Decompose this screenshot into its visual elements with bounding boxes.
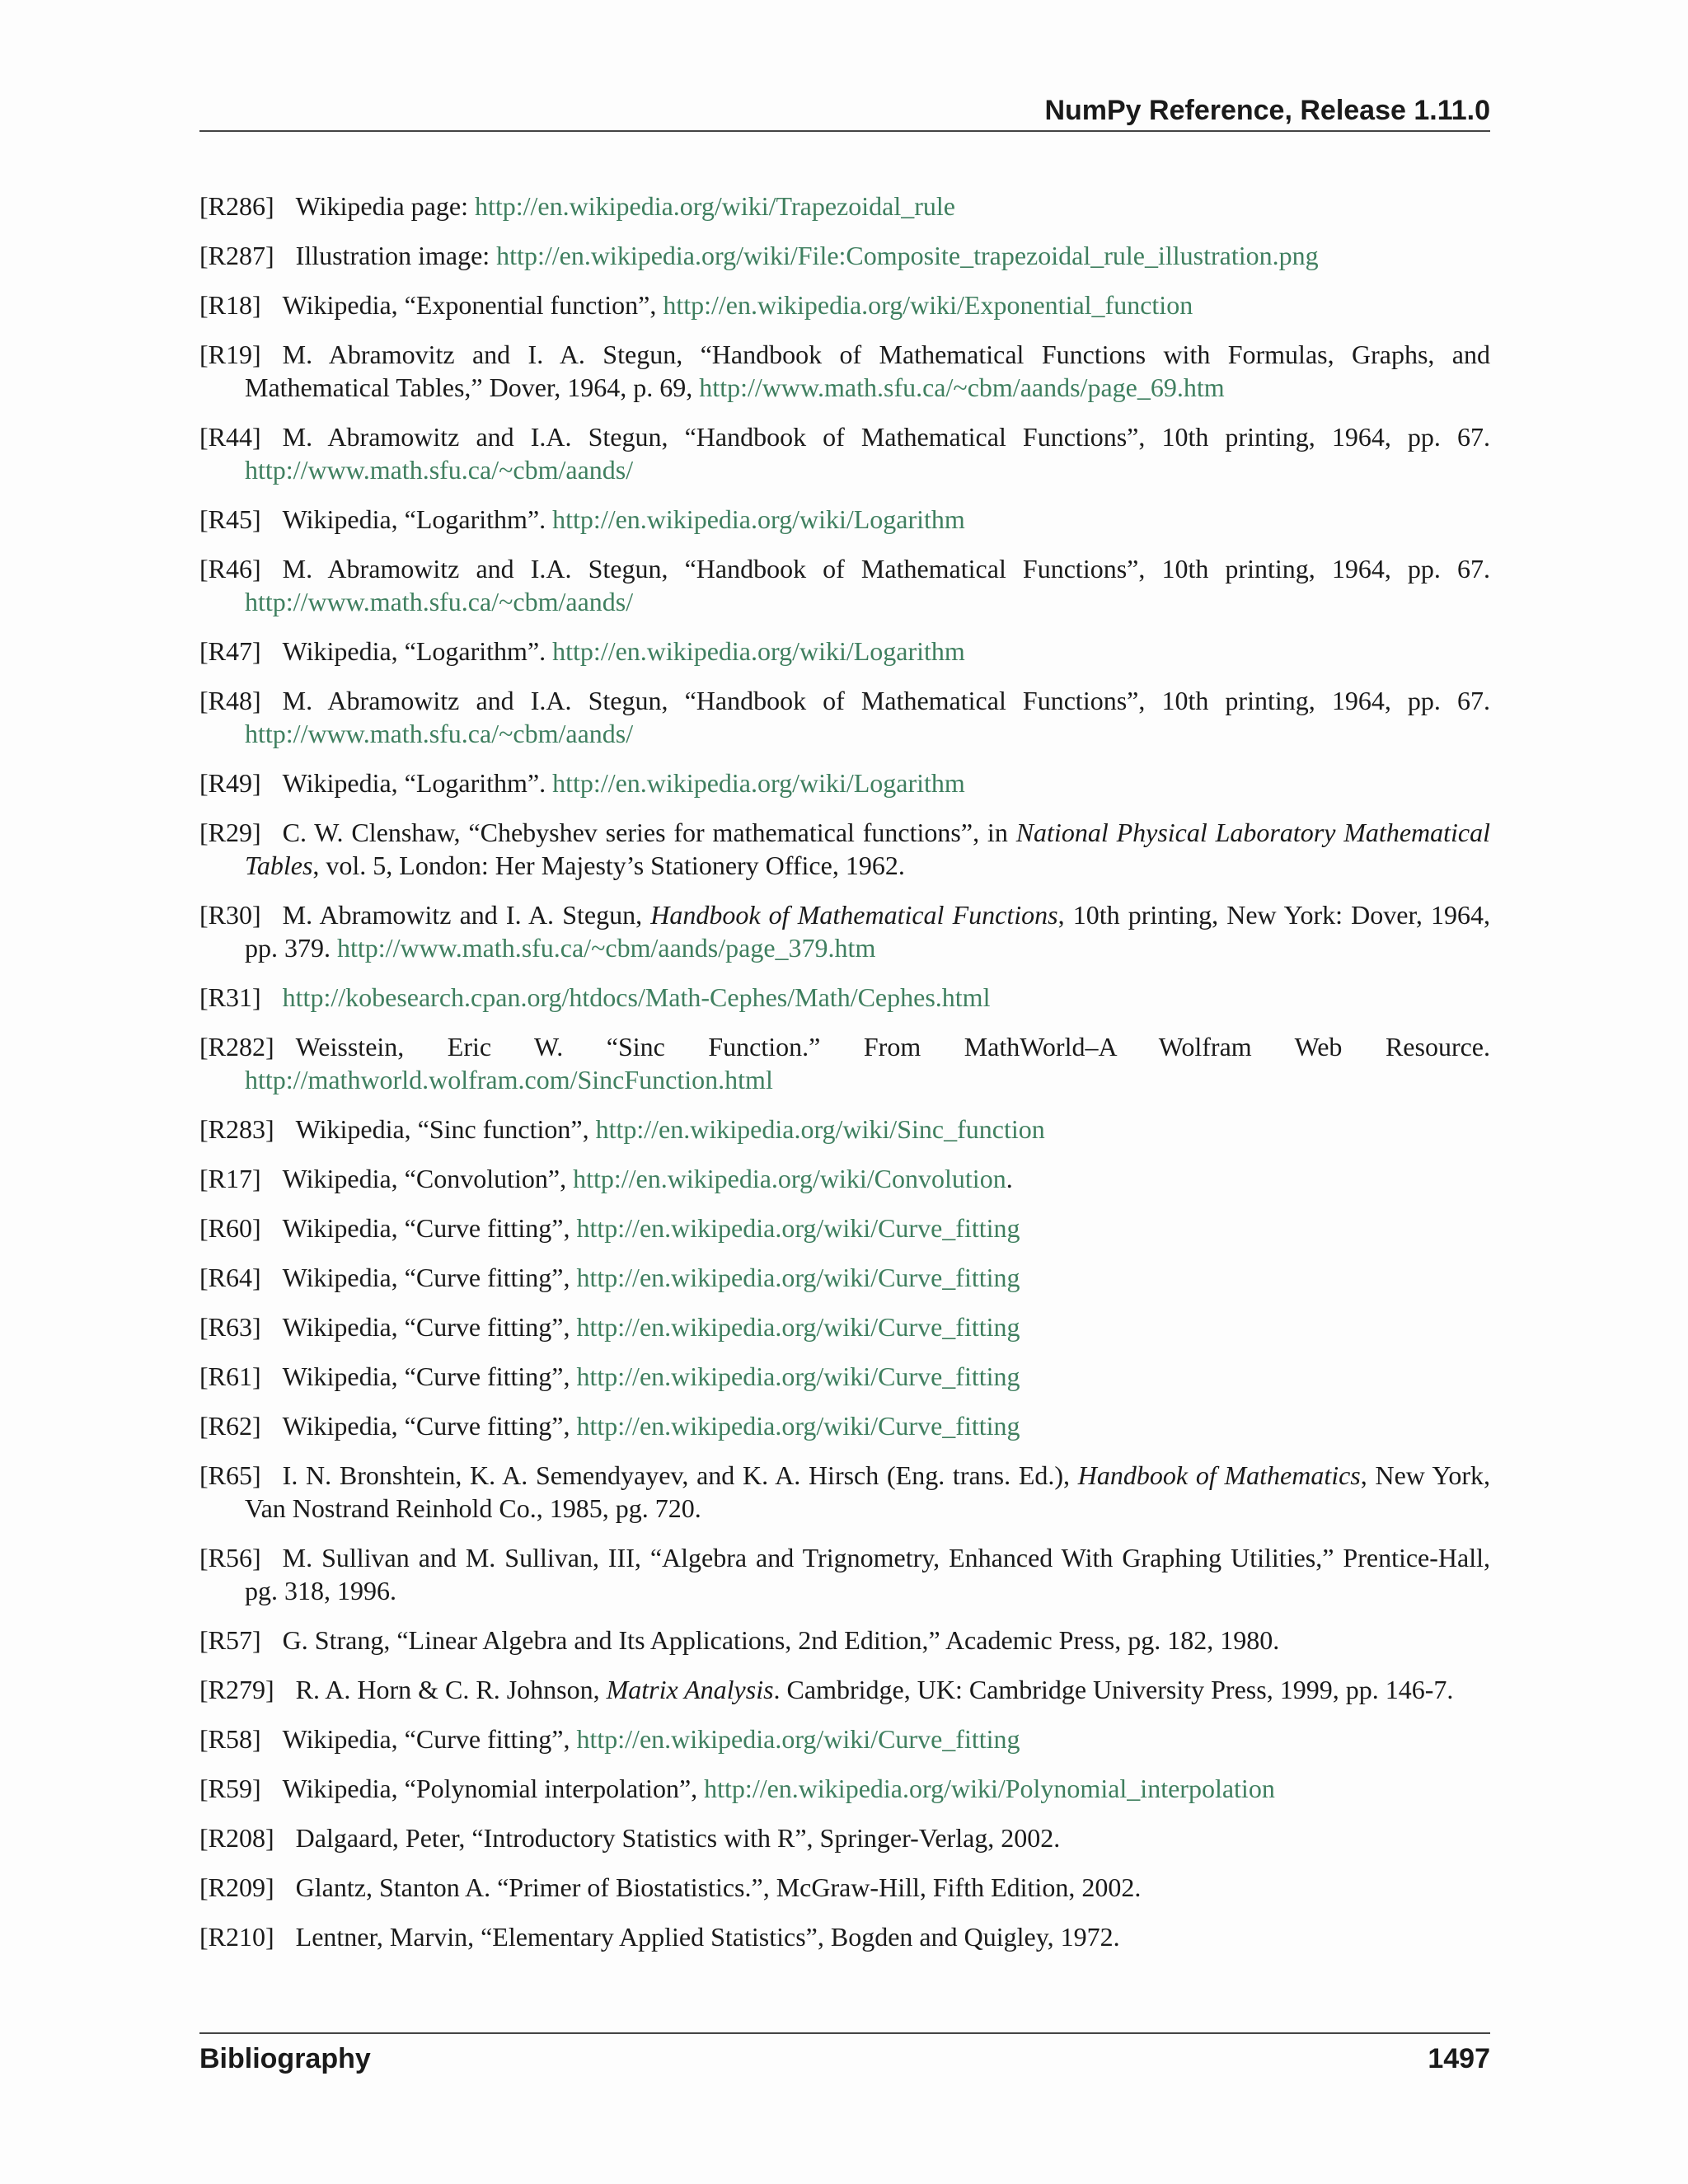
bib-entry-label: [R65]: [199, 1460, 261, 1490]
bib-entry-label: [R63]: [199, 1312, 261, 1342]
bib-entry: [199, 1030, 1490, 1096]
bib-entry-label: [R49]: [199, 768, 261, 798]
bib-entry: [199, 1212, 1490, 1244]
bib-entry-text: Glantz, Stanton A. “Primer of Biostatistics.”, McGraw-Hill, Fifth Edition, 2002.: [295, 1872, 1142, 1902]
bib-entry-text: I. N. Bronshtein, K. A. Semendyayev, and K. A. Hirsch (Eng. trans. Ed.),: [282, 1460, 1078, 1490]
bib-entry: [199, 1673, 1490, 1706]
bib-entry-text: M. Sullivan and M. Sullivan, III, “Algebra and Trignometry, Enhanced With Graphing Utilities,” Prentice-Hall, pg. 318, 1996.: [245, 1543, 1490, 1605]
bib-entry-text: M. Abramowitz and I.A. Stegun, “Handbook of Mathematical Functions”, 10th printing, 1964, pp. 67.: [282, 554, 1490, 583]
bib-entry-text: M. Abramowitz and I.A. Stegun, “Handbook of Mathematical Functions”, 10th printing, 1964, pp. 67.: [282, 422, 1490, 452]
bib-entry-text: C. W. Clenshaw, “Chebyshev series for mathematical functions”, in: [282, 818, 1016, 847]
bib-entry: [199, 1624, 1490, 1657]
bib-entry-text: Wikipedia, “Curve fitting”,: [282, 1263, 577, 1292]
bib-entry-link[interactable]: http://mathworld.wolfram.com/SincFunction.html: [245, 1065, 773, 1094]
bib-entry-text: G. Strang, “Linear Algebra and Its Applications, 2nd Edition,” Academic Press, pg. 182, 1980.: [282, 1625, 1280, 1655]
bib-entry-text: Wikipedia, “Curve fitting”,: [282, 1361, 577, 1391]
bib-entry: [199, 1772, 1490, 1805]
bib-entry-text: M. Abramovitz and I. A. Stegun, “Handbook of Mathematical Functions with Formulas, Graphs, and Mathematical Tables,” Dover, 1964, p. 69,: [245, 340, 1490, 402]
bib-entry: [199, 684, 1490, 750]
bib-entry-link[interactable]: http://www.math.sfu.ca/~cbm/aands/: [245, 719, 634, 748]
bib-entry-text: , vol. 5, London: Her Majesty’s Stationery Office, 1962.: [312, 851, 905, 880]
bib-entry-text: R. A. Horn & C. R. Johnson,: [295, 1675, 607, 1704]
running-title: NumPy Reference, Release 1.11.0: [1044, 95, 1490, 126]
bib-entry-text: Wikipedia, “Polynomial interpolation”,: [282, 1774, 705, 1803]
bib-entry-label: [R17]: [199, 1164, 261, 1193]
bib-entry: [199, 1261, 1490, 1294]
bib-entry: [199, 288, 1490, 321]
bib-entry-text: Wikipedia, “Curve fitting”,: [282, 1411, 577, 1441]
bib-entry-text: Wikipedia, “Logarithm”.: [282, 504, 553, 534]
bib-entry-label: [R46]: [199, 554, 261, 583]
bib-entry-label: [R45]: [199, 504, 261, 534]
bib-entry-link[interactable]: http://en.wikipedia.org/wiki/Logarithm: [552, 636, 965, 666]
bib-entry-link[interactable]: http://kobesearch.cpan.org/htdocs/Math-Cephes/Math/Cephes.html: [282, 982, 991, 1012]
bib-entry-label: [R47]: [199, 636, 261, 666]
bib-entry: [199, 766, 1490, 799]
bib-entry-text: Wikipedia, “Logarithm”.: [282, 768, 553, 798]
bib-entry: [199, 1459, 1490, 1525]
bib-entry: [199, 981, 1490, 1014]
bib-entry: [199, 239, 1490, 272]
bib-entry-text: Wikipedia, “Convolution”,: [282, 1164, 574, 1193]
bib-entry-title-italic: National Physical Laboratory Mathematical Tables: [245, 818, 1491, 880]
bib-entry-text: Weisstein, Eric W. “Sinc Function.” From MathWorld–A Wolfram Web Resource.: [295, 1032, 1490, 1062]
bib-entry: [199, 635, 1490, 668]
bib-entry: [199, 898, 1490, 964]
bib-entry-link[interactable]: http://en.wikipedia.org/wiki/Curve_fitting: [576, 1312, 1020, 1342]
bib-entry-label: [R44]: [199, 422, 261, 452]
bib-entry-text: .: [1006, 1164, 1013, 1193]
bib-entry: [199, 1360, 1490, 1393]
bib-entry-text: Wikipedia, “Exponential function”,: [282, 290, 663, 320]
bib-entry-label: [R30]: [199, 900, 261, 930]
bib-entry-link[interactable]: http://www.math.sfu.ca/~cbm/aands/page_379.htm: [337, 933, 876, 963]
bib-entry-text: M. Abramowitz and I.A. Stegun, “Handbook of Mathematical Functions”, 10th printing, 1964, pp. 67.: [282, 686, 1490, 715]
bib-entry-link[interactable]: http://en.wikipedia.org/wiki/Curve_fitting: [576, 1724, 1020, 1754]
bib-entry-text: , New York, Van Nostrand Reinhold Co., 1985, pg. 720.: [245, 1460, 1491, 1523]
bib-entry-text: Illustration image:: [295, 241, 497, 270]
bib-entry-label: [R61]: [199, 1361, 261, 1391]
bib-entry: [199, 816, 1490, 882]
bib-entry-link[interactable]: http://en.wikipedia.org/wiki/Curve_fitting: [576, 1361, 1020, 1391]
bib-entry: [199, 1871, 1490, 1904]
bib-entry: [199, 1162, 1490, 1195]
bib-entry-link[interactable]: http://en.wikipedia.org/wiki/Polynomial_interpolation: [704, 1774, 1275, 1803]
bib-entry-link[interactable]: http://en.wikipedia.org/wiki/File:Composite_trapezoidal_rule_illustration.png: [496, 241, 1319, 270]
bib-entry-label: [R31]: [199, 982, 261, 1012]
bib-entry-link[interactable]: http://www.math.sfu.ca/~cbm/aands/page_69.htm: [699, 373, 1225, 402]
bib-entry-label: [R286]: [199, 191, 274, 221]
bib-entry-link[interactable]: http://en.wikipedia.org/wiki/Trapezoidal_rule: [474, 191, 955, 221]
bib-entry-label: [R29]: [199, 818, 261, 847]
bib-entry: [199, 1409, 1490, 1442]
bib-entry: [199, 1722, 1490, 1755]
bib-entry-label: [R56]: [199, 1543, 261, 1572]
bib-entry-text: Wikipedia, “Sinc function”,: [295, 1114, 596, 1144]
bib-entry-label: [R208]: [199, 1823, 274, 1853]
bib-entry-label: [R279]: [199, 1675, 274, 1704]
bib-entry-text: . Cambridge, UK: Cambridge University Press, 1999, pp. 146-7.: [773, 1675, 1454, 1704]
bib-entry-text: Wikipedia, “Curve fitting”,: [282, 1312, 577, 1342]
bib-entry: [199, 1113, 1490, 1146]
bib-entry-text: Dalgaard, Peter, “Introductory Statistics with R”, Springer-Verlag, 2002.: [295, 1823, 1061, 1853]
bib-entry-text: M. Abramowitz and I. A. Stegun,: [282, 900, 651, 930]
bib-entry-link[interactable]: http://en.wikipedia.org/wiki/Curve_fitting: [576, 1213, 1020, 1243]
bib-entry-label: [R60]: [199, 1213, 261, 1243]
bib-entry: [199, 1310, 1490, 1343]
bib-entry: [199, 190, 1490, 223]
bib-entry-label: [R64]: [199, 1263, 261, 1292]
bib-entry: [199, 420, 1490, 486]
bib-entry-label: [R283]: [199, 1114, 274, 1144]
footer-section-title: Bibliography: [199, 2043, 371, 2074]
bib-entry: [199, 1541, 1490, 1607]
bib-entry-label: [R18]: [199, 290, 261, 320]
page-number: 1497: [1428, 2043, 1490, 2074]
bib-entry-title-italic: Handbook of Mathematics: [1077, 1460, 1361, 1490]
bib-entry-label: [R282]: [199, 1032, 274, 1062]
bib-entry-text: Lentner, Marvin, “Elementary Applied Statistics”, Bogden and Quigley, 1972.: [295, 1922, 1120, 1952]
page-footer: [199, 2032, 1490, 2074]
bib-entry-label: [R210]: [199, 1922, 274, 1952]
bib-entry-label: [R287]: [199, 241, 274, 270]
bib-entry: [199, 1821, 1490, 1854]
bib-entry-link[interactable]: http://en.wikipedia.org/wiki/Exponential_function: [663, 290, 1193, 320]
bib-entry: [199, 503, 1490, 536]
bib-entry-text: Wikipedia, “Logarithm”.: [282, 636, 553, 666]
bib-entry-text: Wikipedia page:: [295, 191, 475, 221]
bib-entry-label: [R19]: [199, 340, 261, 369]
bib-entry-link[interactable]: http://en.wikipedia.org/wiki/Logarithm: [552, 768, 965, 798]
bib-entry-label: [R58]: [199, 1724, 261, 1754]
bib-entry-link[interactable]: http://en.wikipedia.org/wiki/Curve_fitting: [576, 1263, 1020, 1292]
page-header: [199, 92, 1490, 132]
bib-entry-label: [R209]: [199, 1872, 274, 1902]
bib-entry-link[interactable]: http://en.wikipedia.org/wiki/Curve_fitting: [576, 1411, 1020, 1441]
bib-entry: [199, 552, 1490, 618]
bib-entry-text: , 10th printing, New York: Dover, 1964, pp. 379.: [245, 900, 1491, 963]
bib-entry: [199, 338, 1490, 404]
bib-entry-label: [R59]: [199, 1774, 261, 1803]
bib-entry-text: Wikipedia, “Curve fitting”,: [282, 1213, 577, 1243]
bib-entry-link[interactable]: http://www.math.sfu.ca/~cbm/aands/: [245, 455, 634, 485]
bib-entry-link[interactable]: http://www.math.sfu.ca/~cbm/aands/: [245, 587, 634, 616]
bib-entry-link[interactable]: http://en.wikipedia.org/wiki/Sinc_function: [595, 1114, 1045, 1144]
bib-entry-label: [R48]: [199, 686, 261, 715]
bib-entry-title-italic: Handbook of Mathematical Functions: [650, 900, 1058, 930]
bib-entry-link[interactable]: http://en.wikipedia.org/wiki/Convolution: [573, 1164, 1006, 1193]
bib-entry-text: Wikipedia, “Curve fitting”,: [282, 1724, 577, 1754]
bib-entry-title-italic: Matrix Analysis: [606, 1675, 774, 1704]
bib-entry-label: [R57]: [199, 1625, 261, 1655]
bib-entry: [199, 1920, 1490, 1953]
bib-entry-label: [R62]: [199, 1411, 261, 1441]
bib-entry-link[interactable]: http://en.wikipedia.org/wiki/Logarithm: [552, 504, 965, 534]
